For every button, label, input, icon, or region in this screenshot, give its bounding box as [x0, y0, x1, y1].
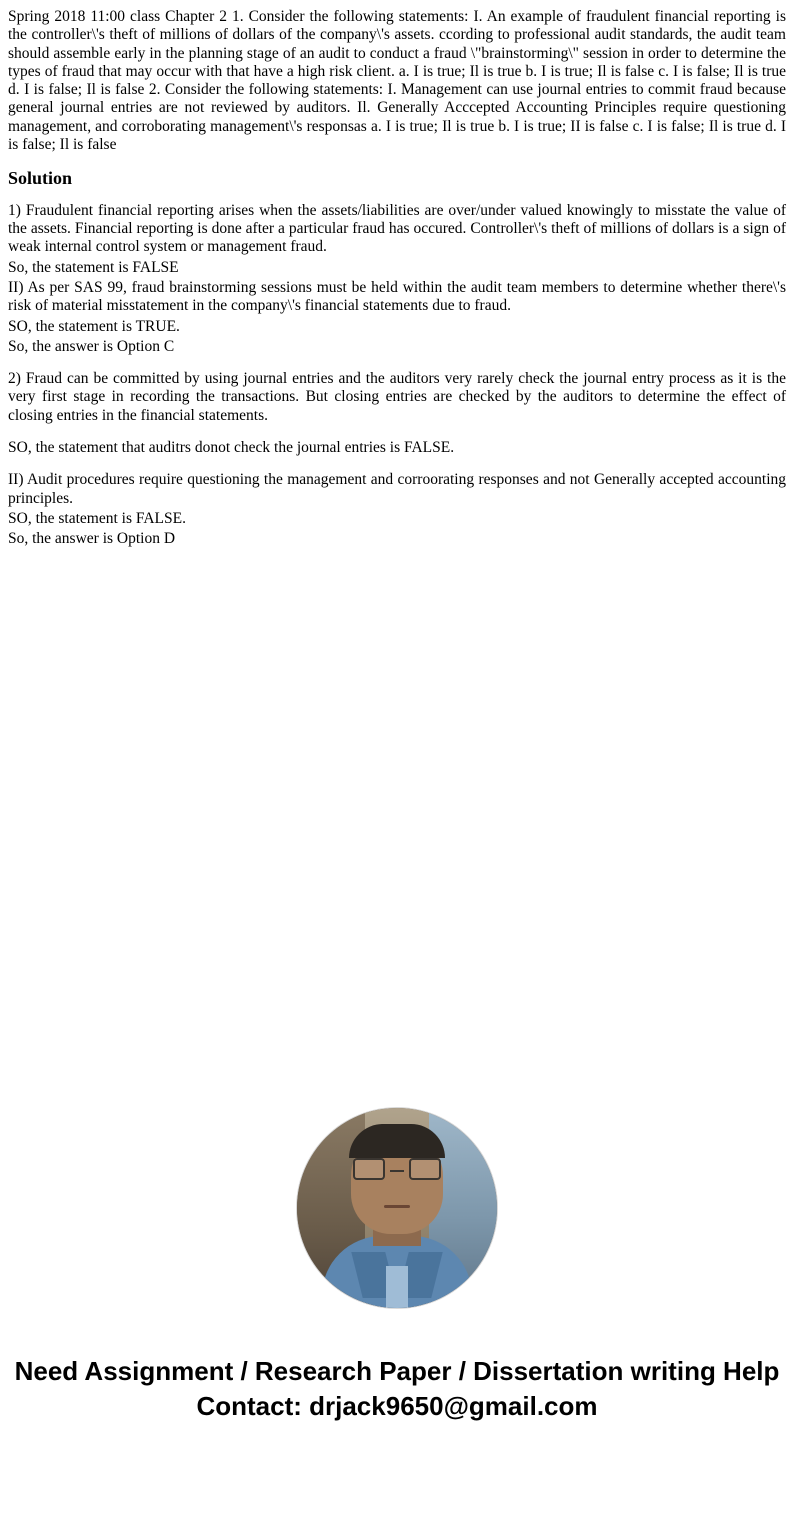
glasses-bridge: [390, 1170, 404, 1172]
solution-paragraph: SO, the statement is FALSE.: [8, 509, 186, 527]
footer-headline: Need Assignment / Research Paper / Dissertation writing Help: [14, 1356, 780, 1387]
question-text: Spring 2018 11:00 class Chapter 2 1. Consider the following statements: I. An example of fraudulent financial reporting is the controller\'s theft of millions of dollars of the company\'s assets. ccording to professional audit standards, the audit team should assemble early in the planning stage of an audit to conduct a fraud \"brainstorming\" session in order to determine the types of fraud that may occur with that have a high risk client. a. I is true; Il is true b. I is true; Il is false c. I is false; Il is true d. I is false; Il is false 2. Consider the following statements: I. Management can use journal entries to commit fraud because general journal entries are not reviewed by auditors. Il. Generally Acccepted Accounting Principles require questioning management, and corroborating management\'s responsas a. I is true; Il is true b. I is true; II is false c. I is false; Il is true d. I is false; Il is false: [8, 8, 786, 153]
solution-paragraph: So, the answer is Option C: [8, 337, 175, 355]
solution-paragraph: SO, the statement that auditrs donot check the journal entries is FALSE.: [8, 438, 455, 456]
solution-paragraph: II) As per SAS 99, fraud brainstorming sessions must be held within the audit team members to determine whether there\'s risk of material misstatement in the company\'s financial statements due to fraud.: [8, 278, 786, 315]
solution-paragraph: So, the statement is FALSE: [8, 258, 179, 276]
footer-contact-banner: [8, 1356, 786, 1441]
footer-contact-email[interactable]: Contact: drjack9650@gmail.com: [196, 1391, 598, 1422]
avatar-tie: [386, 1266, 408, 1308]
solution-paragraph: 2) Fraud can be committed by using journal entries and the auditors very rarely check the journal entry process as it is the very first stage in recording the transactions. But closing entries are checked by the auditors to determine the effect of closing entries in the financial statements.: [8, 370, 786, 424]
solution-paragraph: So, the answer is Option D: [8, 530, 176, 548]
avatar: [297, 1108, 497, 1308]
solution-paragraph: II) Audit procedures require questioning the management and corroorating responses and not Generally accepted accounting principles.: [8, 471, 786, 507]
solution-paragraph: SO, the statement is TRUE.: [8, 317, 180, 335]
avatar-mouth: [384, 1205, 410, 1208]
solution-paragraph: 1) Fraudulent financial reporting arises when the assets/liabilities are over/under valued knowingly to misstate the value of the assets. Financial reporting is done after a particular fraud has occured. Controller\'s theft of millions of dollars is a sign of weak internal control system or management fraud.: [8, 201, 786, 256]
solution-heading: Solution: [8, 168, 73, 189]
glasses-icon: [353, 1158, 385, 1180]
blank-space: [8, 550, 786, 1090]
avatar-container: [8, 1108, 786, 1308]
glasses-icon: [409, 1158, 441, 1180]
